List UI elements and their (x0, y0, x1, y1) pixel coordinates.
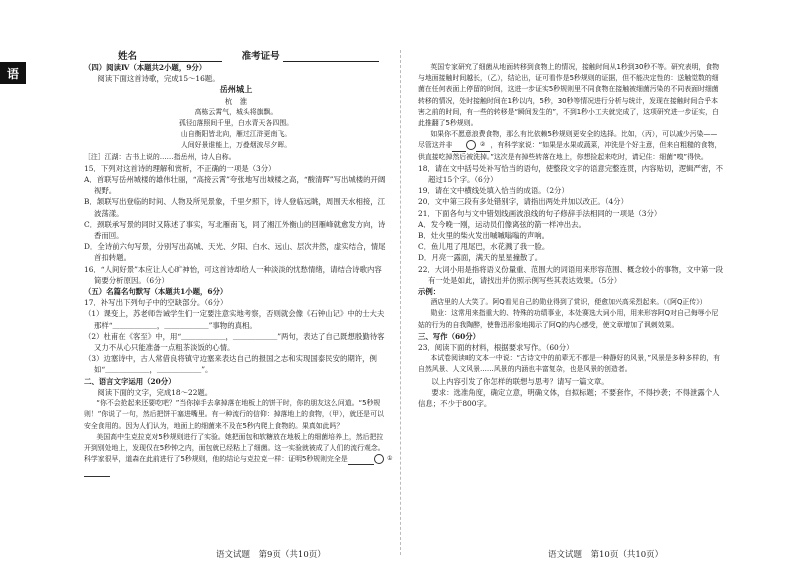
question-18: 18．请在文中括号处补写恰当的语句，使整段文字的语意完整连贯，内容贴切，逻辑严密，不超过15个字。（6分） (418, 163, 724, 185)
example-text-1: 酒店里的人大笑了。阿Q看见自己的勋业得到了赏识，便愈加兴高采烈起来。（《阿Q正传》） (430, 298, 707, 307)
footer-page-9: 语文试题 第9页（共10页） (216, 550, 326, 560)
question-17: 17．补写出下列句子中的空缺部分。（6分） (84, 298, 228, 308)
question-23: 23．阅读下面的材料，根据要求写作。（60分） (418, 343, 574, 353)
writing-material: 本试卷阅读Ⅱ的文本一中说：“古诗文中的前辈无不都是一种静好的风景，”风景是多种多样的，有自然风景、人文风景……风景的内涵也丰富复杂，也是风景的创造者。 (418, 354, 720, 374)
question-21: 21．下面各句与文中错划线画波浪线的句子修辞手法相同的一项是（3分） (418, 208, 662, 218)
exam-number-label: 准考证号 (241, 51, 280, 62)
example-text-2: 勋业：这常用来指重大的、特殊的功绩事业，本处赛选大词小用，用来形容阿Q对自己侮辱小尼姑的行为的自我陶醉，使鲁迅形象地揭示了阿Q的内心感受，使文章增加了讽刺效果。 (418, 309, 719, 329)
q15-option-a: A．首联写岳州城楼的雄伟壮丽，“高接云霄”夸张地写出城楼之高，“酸清晖”写出城楼的开阔视野。 (84, 175, 386, 196)
poem-line: 人间好景谁能上，万叠烟波尽夕晖。 (180, 141, 292, 150)
exam-number-field[interactable] (283, 52, 379, 62)
part-2-intro: 阅读下面的文字，完成18～22题。 (97, 387, 213, 397)
fold-line (400, 50, 401, 555)
part-3-title: 三、写作（60分） (418, 331, 481, 341)
blank-marker-2: ② (466, 140, 476, 150)
question-22: 22．大词小用是指将语义份量重、范围大的词语用来形容范围、概念较小的事物，文中第一段有一处是如此，请找出并仿照示例写些其表达效果。（5分） (418, 264, 724, 285)
footer-page-10: 语文试题 第10页（共10页） (548, 550, 664, 560)
page-10-content (418, 62, 724, 409)
q21-option-a: A．发今晚一刚，运动员们像离弦的箭一样冲出去。 (418, 219, 586, 229)
question-16: 16．“人间好景”本应让人心旷神怡，可这首诗却给人一种淡淡的忧愁情绪，请结合诗歌内容简要分析原因。（6分） (84, 264, 382, 285)
name-field[interactable] (140, 52, 222, 62)
q17-part-2: （2）杜甫在《客至》中，用“＿＿＿＿＿＿，＿＿＿＿＿＿”两句，表达了自己既想殷勤待客又力不从心只能准备一点粗茶淡饭的心情。 (84, 331, 385, 353)
q21-option-d: D．月亮一露面，满天的星星撞散了。 (418, 253, 543, 263)
poem-title: 岳州城上 (219, 84, 253, 95)
passage-paragraph-2: 美国高中生克拉克对5秒规则进行了实验。她把面包和软糖放在地板上的细菌培养上，然后把拉开到别处地上，发现仅在5秒钟之内，面包就已经粘上了细菌。这一实验就被成了人们的流行观念。科学家很早，道森在此前进行了5秒规则，他的结论与克拉克一样：证明5秒规则完全是 ① (84, 432, 388, 477)
part-2-title: 二、语言文字运用（20分） (84, 376, 176, 386)
poem-author: 杭 淮 (224, 96, 248, 106)
q17-part-1: （1）课变上，苏老师告诫学生们一定要注意实地考察，否则就会像《石钟山记》中的士大夫那样“＿＿＿＿＿＿，＿＿＿＿＿＿”事物的真相。 (84, 309, 385, 330)
passage-paragraph-1: “你不会抢起来还要吃吧？”当你掉手去拿掉落在地板上的饼干时，你的朋友这么问道。“5秒规则！”你说了一句，然后把饼干塞进嘴里。有一种流行的信仰：掉落地上的食物，（甲），就还是可以安全食用的。因为人们认为，地面上的细菌来不及在5秒内爬上食物的。果真如此吗？ (84, 399, 384, 430)
page-9-content (84, 62, 393, 477)
section-4-intro: 阅读下面这首诗歌，完成15～16题。 (97, 74, 220, 84)
poem-note: ［注］江湖：古书上说的……指岳州，诗人自称。 (84, 152, 236, 161)
q17-part-3: （3）边塞诗中，古人常借良将镇守边塞来表达自己的报国之志和实现国泰民安的期许，例如“＿＿＿＿＿＿，＿＿＿＿＿＿”。 (84, 354, 377, 375)
q15-option-c: C．颈联承写景的同时又陈述了事实，写北雁南飞，同了湘江外衡山的回雁峰就愈发方向，诗香而回。 (84, 219, 386, 241)
q21-option-c: C．鱼儿甩了甩尾巴，水花溅了我一脸。 (418, 242, 550, 252)
writing-prompt: 以上内容引发了你怎样的联想与思考？请写一篇文章。 (431, 376, 609, 386)
q15-option-d: D．全诗前六句写景，分别写出高城、天光、夕阳、白水、远山、层次井然，虚实结合，情尾首扣转题。 (84, 242, 386, 263)
poem-line: 高栋云霄气，城头将旗飘。 (194, 107, 278, 116)
question-19: 19．请在文中横线处填入恰当的成语。（2分） (418, 186, 569, 196)
name-label: 姓名 (118, 51, 138, 62)
q21-option-b: B．灶火里的柴火发出嘁嘁嗡嗡的声响。 (418, 231, 550, 241)
poem-line: 山自衡阳皆北向，雁过江浒更南飞。 (180, 130, 292, 139)
passage-paragraph-3: 英国专家研究了细菌从地面转移到食物上的情况，接触时间从1秒到30秒不等。研究表明，食物与地面接触时间越长，（乙），结论出，证可看作是5秒规则的证据，但不能决定性的：送触觉数的细菌在任何表面上停留的时间，这进一步证实5秒规则里不同食物在接触被细菌污染的不同表面时细菌转移的情况，处时接触时间在1秒以内，5秒，30秒等情况进行分析与统计，发现在接触时间合乎本害之前的时间，有一些的转移是“瞬间发生的”，不到1秒小工夫就完成了，这项研究进一步证实，白此推翻了5秒规则。 (418, 63, 720, 128)
blank-marker-1: ① (374, 454, 384, 464)
question-20: 20．文中第三段有多处错别字，请指出两处并加以改正。（4分） (418, 197, 628, 207)
poem-line: 孤径▯落照间千里，白水青天各四围。 (178, 119, 294, 128)
section-4-title: （四）阅读Ⅳ（本题共2小题，9分） (84, 63, 207, 72)
q15-option-b: B．颔联写出登临的时间、人物及所见景象，千里夕照下，诗人登临远眺，周围天水相接，江波荡漾。 (84, 197, 386, 218)
subject-tab: 语 (0, 62, 26, 84)
question-15: 15．下列对这首诗的理解和赏析，不正确的一项是（3分） (84, 163, 276, 173)
passage-paragraph-4: 如果你不愿意浪费食物，那么有比依赖5秒规则更安全的选择。比如，（丙），可以减少污染——尽管这并非 ② ，有科学家说：“如果是水果或蔬菜，冲洗是个好主意，但来自粗糙的食物，供直接吃掉然后被洗掉。”这次是有掉些转落在地上，你想捡起来吃时，请记住：细菌“嗅”得快。 (418, 130, 722, 161)
section-5-title: （五）名篇名句默写（本题共1小题，6分） (84, 287, 228, 297)
writing-requirements: 要求：选准角度，确定立意，明确文体，自拟标题；不要套作，不得抄袭；不得泄露个人信息；不少于800字。 (418, 387, 720, 409)
example-label: 示例： (418, 287, 441, 297)
candidate-header (118, 48, 379, 62)
